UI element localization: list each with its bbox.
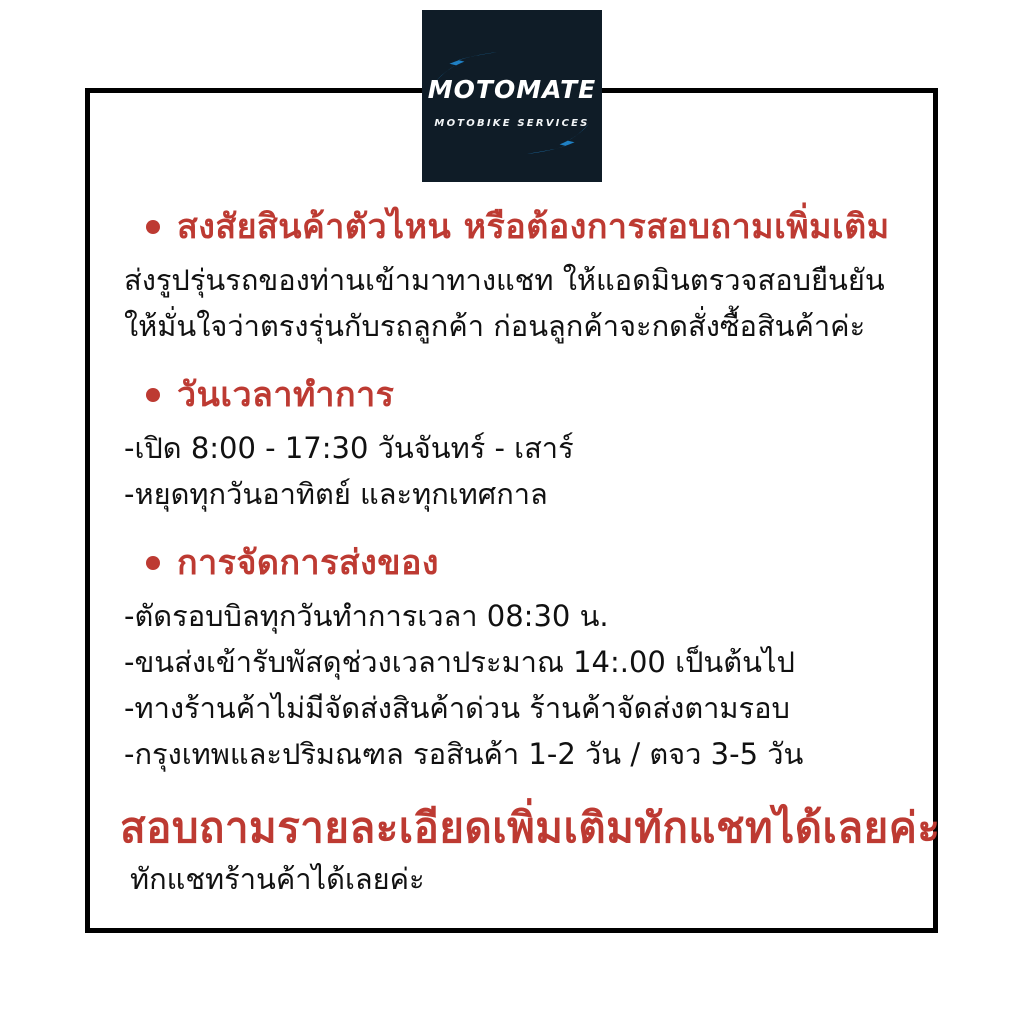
section-line: -เปิด 8:00 - 17:30 วันจันทร์ - เสาร์ bbox=[124, 431, 574, 465]
section-heading-text: สงสัยสินค้าตัวไหน หรือต้องการสอบถามเพิ่มเติม bbox=[177, 207, 890, 247]
brand-tagline: MOTOBIKE SERVICES bbox=[434, 118, 590, 129]
info-box-content bbox=[90, 93, 941, 903]
bullet-icon bbox=[146, 220, 160, 234]
footer-headline: สอบถามรายละเอียดเพิ่มเติมทักแชทได้เลยค่ะ bbox=[120, 803, 941, 852]
section-shipping bbox=[112, 541, 907, 777]
section-product-inquiry bbox=[112, 205, 907, 349]
section-business-hours bbox=[112, 373, 907, 517]
section-line: -ทางร้านค้าไม่มีจัดส่งสินค้าด่วน ร้านค้าจัดส่งตามรอบ bbox=[124, 691, 790, 725]
section-line: -ขนส่งเข้ารับพัสดุช่วงเวลาประมาณ 14:.00 เป็นต้นไป bbox=[124, 645, 795, 679]
section-line: ส่งรูปรุ่นรถของท่านเข้ามาทางแชท ให้แอดมินตรวจสอบยืนยัน bbox=[124, 263, 885, 297]
section-line: -ตัดรอบบิลทุกวันทำการเวลา 08:30 น. bbox=[124, 599, 609, 633]
section-heading bbox=[146, 205, 907, 249]
bolt-shape bbox=[435, 52, 497, 82]
info-box bbox=[85, 88, 941, 933]
footer bbox=[112, 801, 941, 903]
bullet-icon bbox=[146, 388, 160, 402]
section-line: -กรุงเทพและปริมณฑล รอสินค้า 1-2 วัน / ตจว 3-5 วัน bbox=[124, 737, 804, 771]
section-heading-text: วันเวลาทำการ bbox=[177, 375, 395, 415]
section-line: ให้มั่นใจว่าตรงรุ่นกับรถลูกค้า ก่อนลูกค้าจะกดสั่งซื้อสินค้าค่ะ bbox=[124, 309, 866, 343]
lightning-bolt-icon bbox=[526, 118, 590, 160]
brand-logo bbox=[422, 10, 602, 182]
lightning-bolt-icon bbox=[434, 46, 498, 88]
bolt-shape bbox=[527, 124, 589, 154]
bullet-icon bbox=[146, 556, 160, 570]
section-heading bbox=[146, 541, 907, 585]
section-heading-text: การจัดการส่งของ bbox=[177, 543, 439, 583]
brand-name: MOTOMATE bbox=[427, 75, 597, 104]
section-line: -หยุดทุกวันอาทิตย์ และทุกเทศกาล bbox=[124, 477, 548, 511]
section-heading bbox=[146, 373, 907, 417]
footer-line: ทักแชทร้านค้าได้เลยค่ะ bbox=[130, 862, 425, 896]
